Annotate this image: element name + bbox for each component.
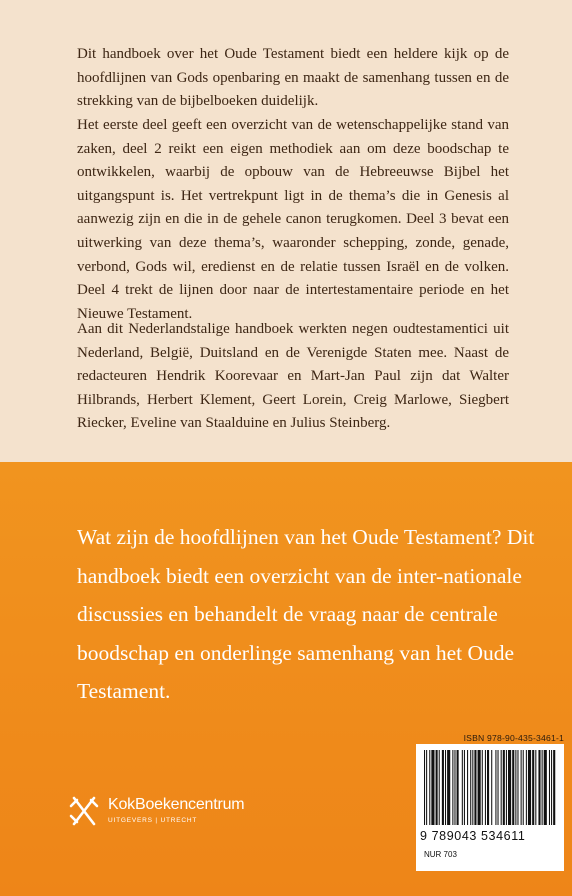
barcode-digits: 9 789043 534611 [420, 829, 526, 843]
paragraph-contributors: Aan dit Nederlandstalige handboek werkten negen oudtestamentici uit Nederland, België, Duitsland en de Verenigde Staten mee. Naast de redacteuren Hendrik Koorevaar en Mart-Jan Paul zijn dat Walter Hilbrands, Herbert Klement, Geert Lorein, Creig Marlowe, Siegbert Riecker, Eveline van Staalduine en Julius Steinberg. [77, 321, 509, 432]
barcode [416, 744, 564, 871]
paragraph-structure: Het eerste deel geeft een overzicht van de wetenschappelijke stand van zaken, deel 2 reikt een eigen methodiek aan om deze boodschap te ontwikkelen, waarbij de opbouw van de Hebreeuwse Bijbel het uitgangspunt is. Het vertrekpunt ligt in de thema’s die in Genesis al aanwezig zijn en die in de gehele canon terugkomen. Deel 3 bevat een uitwerking van deze thema’s, waaronder schepping, zonde, genade, verbond, Gods wil, eredienst en de relatie tussen Israël en de volken. Deel 4 trekt de lijnen door naar de intertestamentaire periode en het Nieuwe Testament. [77, 117, 509, 322]
publisher-logo [68, 790, 268, 832]
promo-blurb: Wat zijn de hoofdlijnen van het Oude Testament? Dit handboek biedt een overzicht van de inter-nationale discussies en behandelt de vraag naar de centrale boodschap en onderlinge samenhang van het Oude Testament. [77, 525, 535, 703]
nur-code: NUR 703 [424, 850, 457, 859]
isbn-label: ISBN 978-90-435-3461-1 [463, 733, 564, 743]
publisher-subtitle: UITGEVERS | UTRECHT [108, 817, 198, 824]
barcode-bars [422, 750, 558, 825]
publisher-x-logo-icon [68, 792, 100, 830]
publisher-name: KokBoekencentrum [108, 796, 245, 813]
paragraph-intro: Dit handboek over het Oude Testament biedt een heldere kijk op de hoofdlijnen van Gods openbaring en maakt de samenhang tussen en de strekking van de bijbelboeken duidelijk. [77, 46, 509, 110]
